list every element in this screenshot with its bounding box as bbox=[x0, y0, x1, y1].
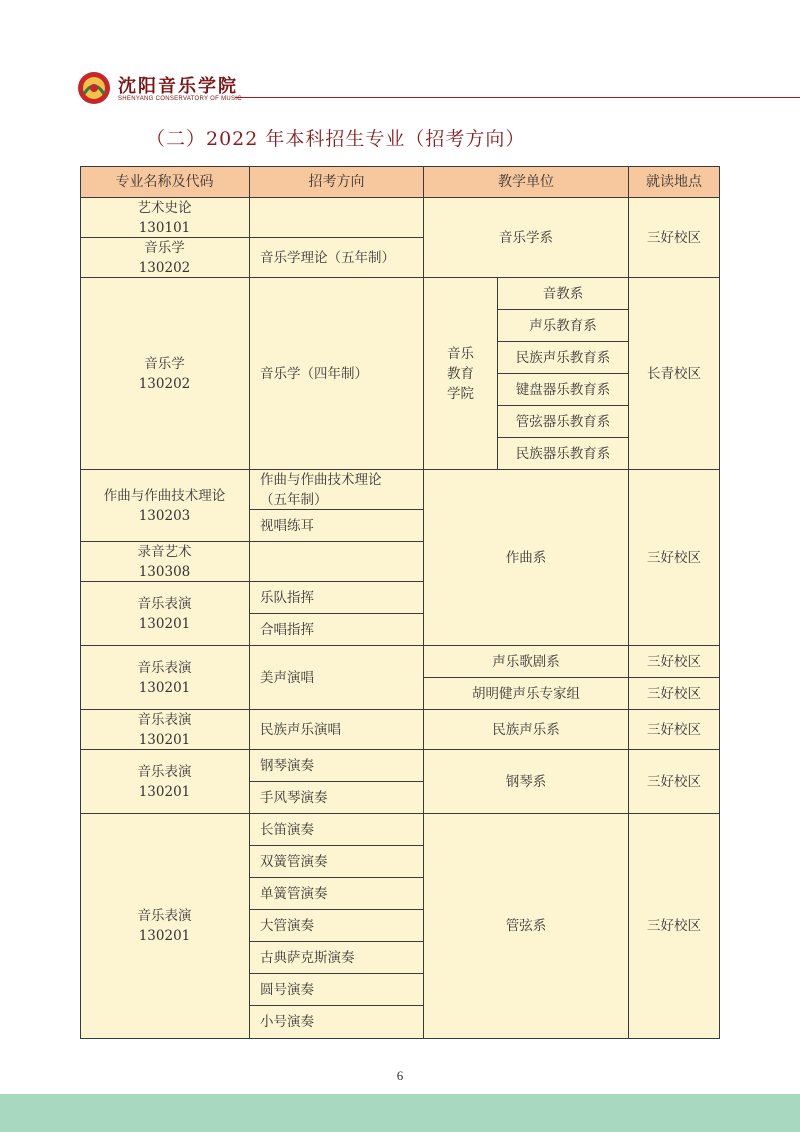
campus-cell: 长青校区 bbox=[629, 278, 720, 470]
subunit-cell: 管弦器乐教育系 bbox=[498, 406, 629, 438]
col-header-campus: 就读地点 bbox=[629, 166, 720, 198]
direction-cell: 乐队指挥 bbox=[250, 582, 424, 614]
major-cell bbox=[80, 238, 250, 278]
major-name: 音乐学 bbox=[144, 355, 185, 372]
logo-chinese-name: 沈阳音乐学院 bbox=[118, 76, 238, 97]
major-cell bbox=[80, 710, 250, 750]
direction-cell: 手风琴演奏 bbox=[250, 782, 424, 814]
unit-cell: 音乐学系 bbox=[424, 198, 629, 278]
direction-line: （五年制） bbox=[260, 491, 328, 508]
direction-cell: 民族声乐演唱 bbox=[250, 710, 424, 750]
college-name-line: 学院 bbox=[447, 385, 474, 402]
direction-cell: 单簧管演奏 bbox=[250, 878, 424, 910]
direction-cell: 视唱练耳 bbox=[250, 510, 424, 542]
major-name: 录音艺术 bbox=[137, 543, 192, 560]
major-name: 音乐表演 bbox=[137, 763, 192, 780]
direction-cell: 美声演唱 bbox=[250, 646, 424, 710]
majors-table bbox=[80, 166, 720, 1039]
major-code: 130201 bbox=[138, 731, 191, 748]
unit-cell: 作曲系 bbox=[424, 470, 629, 646]
direction-cell: 音乐学（四年制） bbox=[250, 278, 424, 470]
direction-cell: 音乐学理论（五年制） bbox=[250, 238, 424, 278]
direction-cell-empty bbox=[250, 542, 424, 582]
campus-cell: 三好校区 bbox=[629, 198, 720, 278]
direction-cell: 钢琴演奏 bbox=[250, 750, 424, 782]
campus-cell: 三好校区 bbox=[629, 646, 720, 678]
campus-cell: 三好校区 bbox=[629, 470, 720, 646]
major-cell bbox=[80, 814, 250, 1039]
col-header-unit: 教学单位 bbox=[424, 166, 629, 198]
major-name: 音乐学 bbox=[144, 239, 185, 256]
major-code: 130201 bbox=[138, 679, 191, 696]
page-header bbox=[0, 58, 800, 108]
major-code: 130201 bbox=[138, 615, 191, 632]
campus-cell: 三好校区 bbox=[629, 710, 720, 750]
subunit-cell: 民族声乐教育系 bbox=[498, 342, 629, 374]
direction-cell: 合唱指挥 bbox=[250, 614, 424, 646]
unit-cell: 管弦系 bbox=[424, 814, 629, 1039]
major-cell bbox=[80, 542, 250, 582]
major-code: 130201 bbox=[138, 783, 191, 800]
major-name: 音乐表演 bbox=[137, 595, 192, 612]
major-code: 130101 bbox=[138, 219, 191, 236]
direction-cell: 古典萨克斯演奏 bbox=[250, 942, 424, 974]
major-cell bbox=[80, 582, 250, 646]
col-header-major: 专业名称及代码 bbox=[80, 166, 250, 198]
major-cell bbox=[80, 646, 250, 710]
subunit-cell: 键盘器乐教育系 bbox=[498, 374, 629, 406]
subunit-cell: 声乐教育系 bbox=[498, 310, 629, 342]
major-name: 音乐表演 bbox=[137, 659, 192, 676]
subunit-cell: 音教系 bbox=[498, 278, 629, 310]
section-title: （二）2022 年本科招生专业（招考方向） bbox=[146, 128, 526, 150]
subunit-cell: 民族器乐教育系 bbox=[498, 438, 629, 470]
header-rule bbox=[235, 97, 800, 98]
major-name: 音乐表演 bbox=[137, 711, 192, 728]
direction-cell: 小号演奏 bbox=[250, 1006, 424, 1039]
direction-line: 作曲与作曲技术理论 bbox=[260, 471, 382, 488]
major-code: 130202 bbox=[138, 259, 191, 276]
page-number: 6 bbox=[396, 1068, 404, 1083]
campus-cell: 三好校区 bbox=[629, 678, 720, 710]
direction-cell bbox=[250, 470, 424, 510]
unit-cell-college bbox=[424, 278, 498, 470]
logo-english-name: SHENYANG CONSERVATORY OF MUSIC bbox=[118, 96, 242, 102]
conservatory-logo-icon bbox=[76, 70, 112, 106]
direction-cell: 双簧管演奏 bbox=[250, 846, 424, 878]
campus-cell: 三好校区 bbox=[629, 814, 720, 1039]
footer-band bbox=[0, 1094, 800, 1132]
major-name: 作曲与作曲技术理论 bbox=[103, 487, 226, 504]
major-code: 130203 bbox=[138, 507, 191, 524]
direction-cell-empty bbox=[250, 198, 424, 238]
major-cell bbox=[80, 750, 250, 814]
col-header-direction: 招考方向 bbox=[250, 166, 424, 198]
college-name-line: 音乐 bbox=[447, 345, 474, 362]
direction-cell: 大管演奏 bbox=[250, 910, 424, 942]
unit-cell: 胡明健声乐专家组 bbox=[424, 678, 629, 710]
major-code: 130202 bbox=[138, 375, 191, 392]
direction-cell: 长笛演奏 bbox=[250, 814, 424, 846]
major-code: 130201 bbox=[138, 928, 191, 944]
unit-cell: 声乐歌剧系 bbox=[424, 646, 629, 678]
campus-cell: 三好校区 bbox=[629, 750, 720, 814]
major-name: 音乐表演 bbox=[137, 908, 192, 924]
unit-cell: 钢琴系 bbox=[424, 750, 629, 814]
unit-cell: 民族声乐系 bbox=[424, 710, 629, 750]
major-code: 130308 bbox=[138, 563, 191, 580]
direction-cell: 圆号演奏 bbox=[250, 974, 424, 1006]
major-cell bbox=[80, 470, 250, 542]
major-cell bbox=[80, 278, 250, 470]
major-name: 艺术史论 bbox=[137, 199, 192, 216]
college-name-line: 教育 bbox=[447, 365, 474, 382]
major-cell bbox=[80, 198, 250, 238]
